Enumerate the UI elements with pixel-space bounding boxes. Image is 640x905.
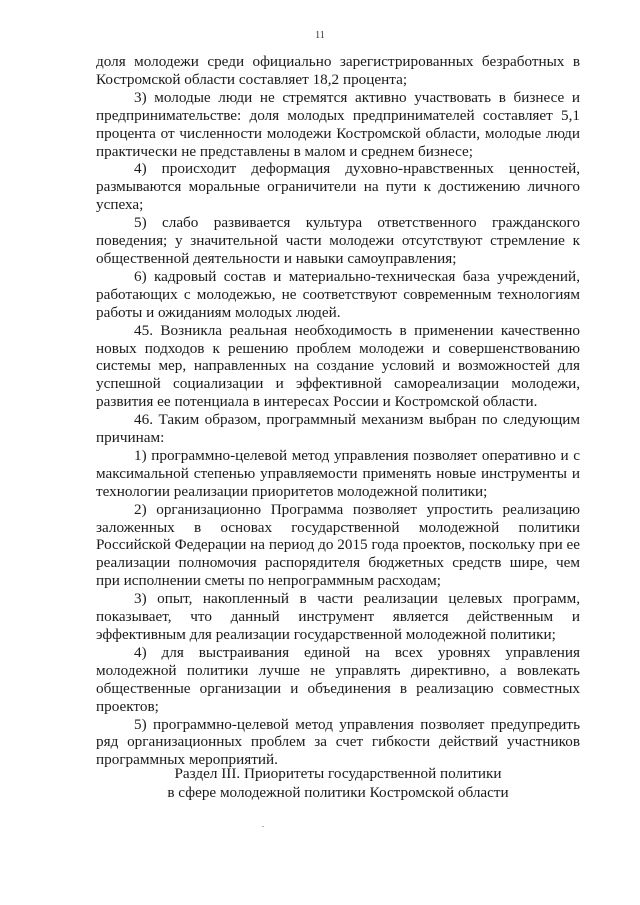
paragraph-reason-4: 4) для выстраивания единой на всех уровнях управления молодежной политики лучше не управлять директивно, а вовлекать общественные организации и объединения в реализацию совместных проектов; <box>96 643 580 715</box>
page-number: 11 <box>315 30 325 41</box>
paragraph-item-3-entrepreneurship: 3) молодые люди не стремятся активно участвовать в бизнесе и предпринимательстве: доля молодых предпринимателей составляет 5,1 процента от численности молодежи Костромской области, молодые люди практически не представлены в малом и среднем бизнесе; <box>96 88 580 160</box>
paragraph-item-4-values: 4) происходит деформация духовно-нравственных ценностей, размываются моральные ограничители на пути к достижению личного успеха; <box>96 160 580 214</box>
paragraph-continuation: доля молодежи среди официально зарегистрированных безработных в Костромской области составляет 18,2 процента; <box>96 53 580 88</box>
paragraph-reason-5: 5) программно-целевой метод управления позволяет предупредить ряд организационных проблем за счет гибкости действий участников программных мероприятий. <box>96 715 580 769</box>
paragraph-reason-1: 1) программно-целевой метод управления позволяет оперативно и с максимальной степенью управляемости применять новые инструменты и технологии реализации приоритетов молодежной политики; <box>96 446 580 500</box>
paragraph-reason-3: 3) опыт, накопленный в части реализации целевых программ, показывает, что данный инструмент является действенным и эффективным для реализации государственной молодежной политики; <box>96 590 580 643</box>
section-heading <box>96 764 580 802</box>
paragraph-46: 46. Таким образом, программный механизм выбран по следующим причинам: <box>96 411 580 447</box>
paragraph-reason-2: 2) организационно Программа позволяет упростить реализацию заложенных в основах государственной молодежной политики Российской Федерации на период до 2015 года проектов, поскольку при ее реализации полномочия распорядителя бюджетных средств шире, чем при исполнении сметы по непрограммным расходам; <box>96 500 580 590</box>
paragraph-item-5-civic-culture: 5) слабо развивается культура ответственного гражданского поведения; у значительной части молодежи отсутствуют стремление к общественной деятельности и навыки самоуправления; <box>96 214 580 267</box>
body-text <box>96 53 580 769</box>
paragraph-45: 45. Возникла реальная необходимость в применении качественно новых подходов к решению проблем молодежи и совершенствованию системы мер, направленных на создание условий и возможностей для успешной социализации и эффективной самореализации молодежи, развития ее потенциала в интересах России и Костромской области. <box>96 321 580 411</box>
paragraph-item-6-staffing: 6) кадровый состав и материально-техническая база учреждений, работающих с молодежью, не соответствуют современным технологиям работы и ожиданиям молодых людей. <box>96 267 580 321</box>
section-heading-line-1: Раздел III. Приоритеты государственной политики <box>174 765 502 782</box>
scan-artifact <box>262 826 264 827</box>
section-heading-line-2: в сфере молодежной политики Костромской области <box>167 784 509 801</box>
